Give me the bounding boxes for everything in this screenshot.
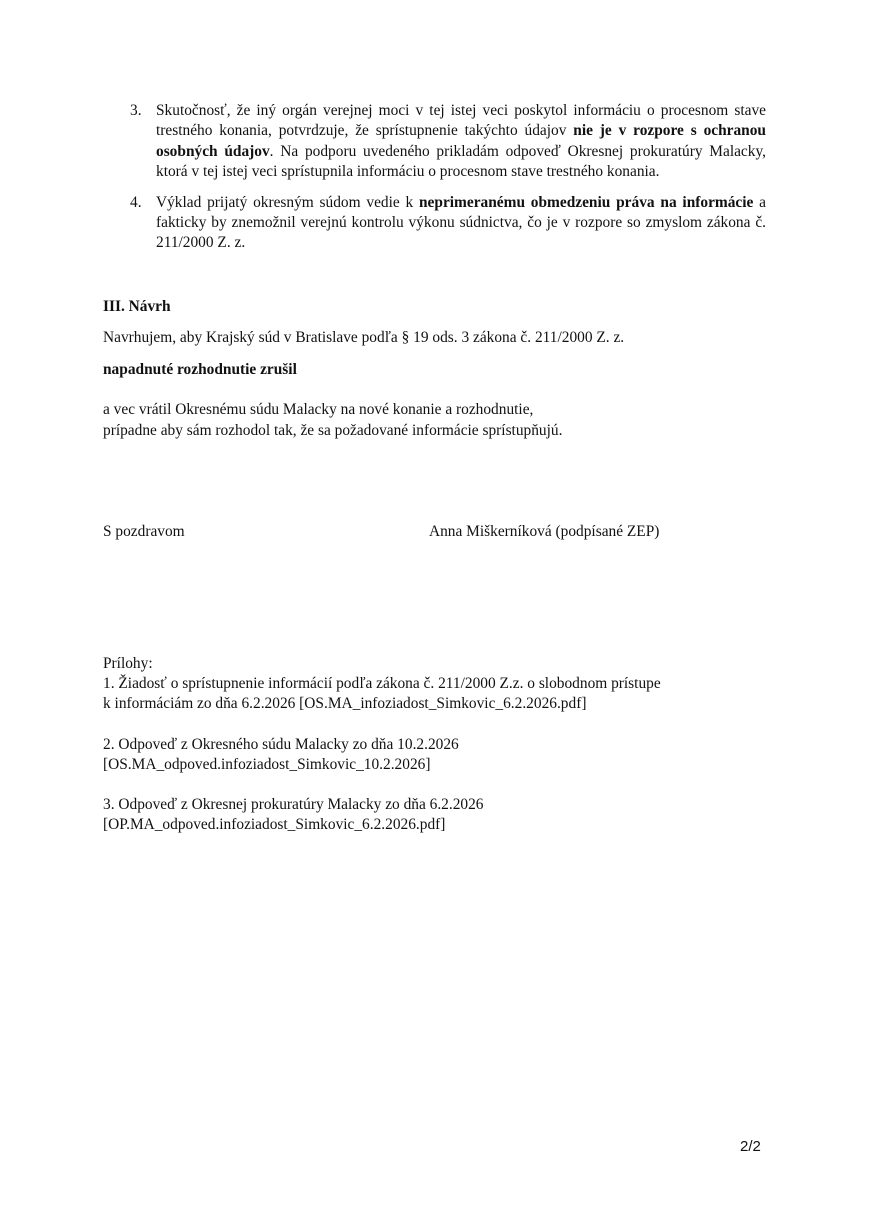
proposal-bold: napadnuté rozhodnutie zrušil: [103, 361, 297, 378]
page-number: 2/2: [740, 1138, 761, 1155]
list-item: [103, 101, 766, 183]
attachment-line: 1. Žiadosť o sprístupnenie informácií podľa zákona č. 211/2000 Z.z. o slobodnom prístupe: [103, 675, 661, 693]
bold-text-segment: neprimeranému obmedzeniu práva na informácie: [419, 193, 754, 211]
attachments: [103, 654, 661, 835]
attachment-line: [OP.MA_odpoved.infoziadost_Simkovic_6.2.2026.pdf]: [103, 816, 446, 834]
text-segment: a fakticky by znemožnil verejnú kontrolu výkonu súdnictva, čo je v rozpore so zmyslom zákona č. 211/2000 Z. z.: [156, 193, 766, 252]
attachment-item: [103, 795, 661, 835]
attachment-line: [OS.MA_odpoved.infoziadost_Simkovic_10.2.2026]: [103, 755, 431, 773]
text-segment: Výklad prijatý okresným súdom vedie k: [156, 193, 419, 211]
numbered-list: [103, 101, 766, 264]
greeting: S pozdravom: [103, 523, 185, 540]
bold-text-segment: nie je v rozpore s ochranou osobných údajov: [156, 122, 766, 160]
list-item-number: 4.: [130, 193, 142, 211]
attachment-line: k informáciám zo dňa 6.2.2026 [OS.MA_infoziadost_Simkovic_6.2.2026.pdf]: [103, 695, 587, 713]
list-item-text: [156, 194, 766, 252]
signature: Anna Miškerníková (podpísané ZEP): [429, 523, 660, 540]
proposal-intro: Navrhujem, aby Krajský súd v Bratislave podľa § 19 ods. 3 zákona č. 211/2000 Z. z.: [103, 329, 625, 346]
list-item: [103, 193, 766, 254]
attachment-item: [103, 735, 661, 775]
proposal-rest: [103, 400, 562, 441]
attachment-line: 2. Odpoveď z Okresného súdu Malacky zo dňa 10.2.2026: [103, 735, 459, 753]
attachment-line: 3. Odpoveď z Okresnej prokuratúry Malacky zo dňa 6.2.2026: [103, 796, 484, 814]
proposal-rest-line: a vec vrátil Okresnému súdu Malacky na nové konanie a rozhodnutie,: [103, 401, 534, 418]
text-segment: . Na podporu uvedeného prikladám odpoveď Okresnej prokuratúry Malacky, ktorá v tej istej veci sprístupnila informáciu o procesnom stave trestného konania.: [156, 142, 766, 181]
list-item-text: [156, 102, 766, 180]
text-segment: Skutočnosť, že iný orgán verejnej moci v tej istej veci poskytol informáciu o procesnom stave trestného konania, potvrdzuje, že sprístupnenie takýchto údajov: [156, 102, 766, 140]
proposal-rest-line: prípadne aby sám rozhodol tak, že sa požadované informácie sprístupňujú.: [103, 421, 563, 439]
list-item-number: 3.: [130, 102, 142, 119]
attachment-item: [103, 674, 661, 714]
section-heading: III. Návrh: [103, 298, 171, 315]
attachments-heading: Prílohy:: [103, 655, 153, 672]
